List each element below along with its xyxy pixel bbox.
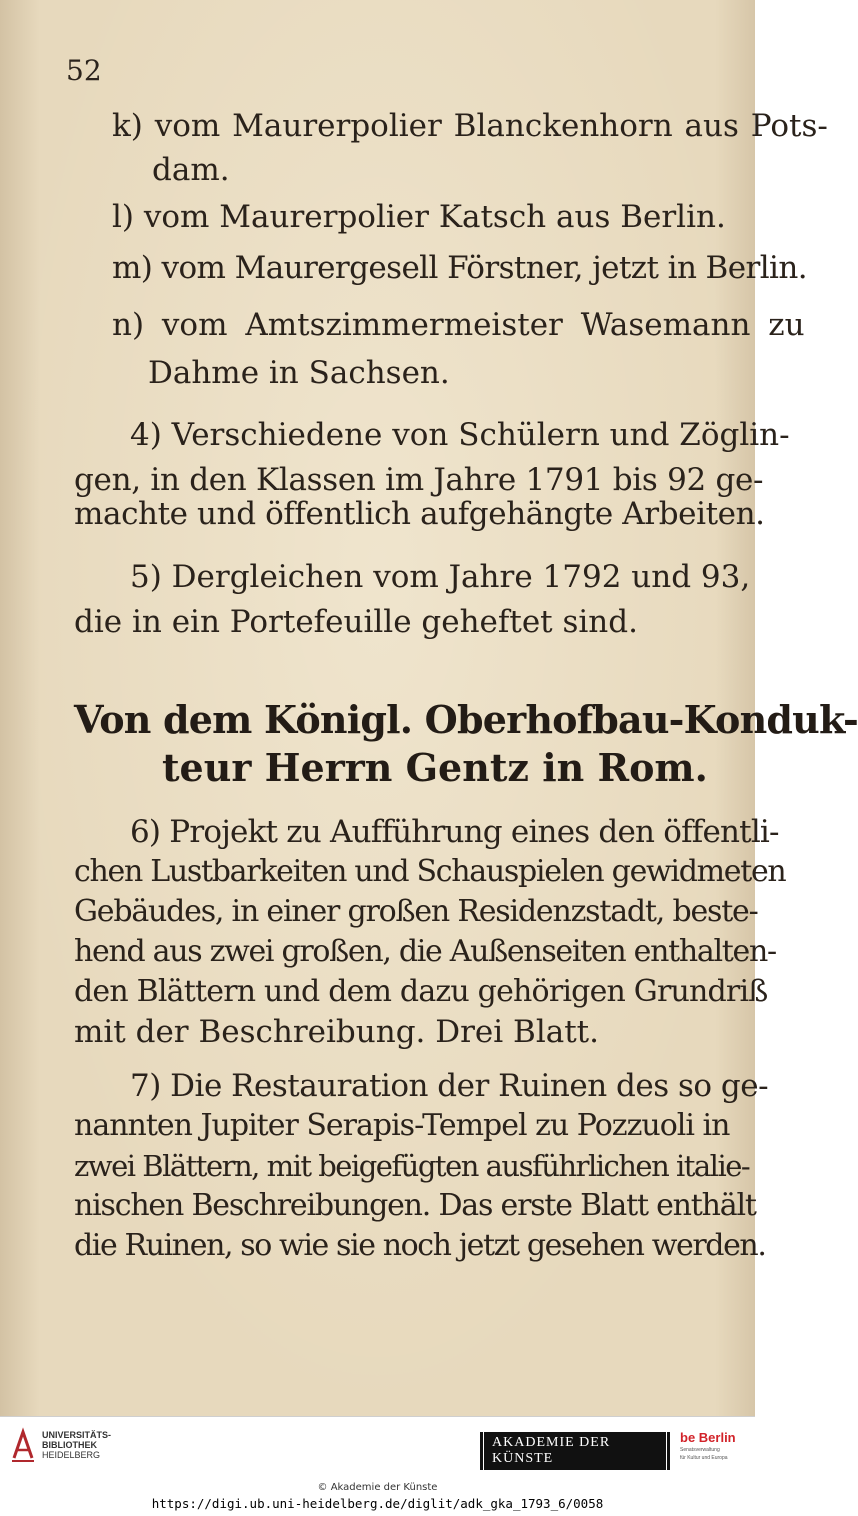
text-line: gen, in den Klassen im Jahre 1791 bis 92 ge- (74, 462, 764, 498)
adk-label: AKADEMIE DER KÜNSTE (483, 1430, 667, 1472)
library-line: UNIVERSITÄTS- (42, 1430, 112, 1440)
section-heading: Von dem Königl. Oberhofbau-Konduk- (74, 697, 858, 742)
section-heading: teur Herrn Gentz in Rom. (162, 745, 708, 790)
page-number: 52 (66, 54, 102, 87)
berlin-label: be Berlin (680, 1430, 736, 1445)
text-line: Gebäudes, in einer großen Residenzstadt, beste- (74, 894, 758, 929)
text-line: die in ein Portefeuille geheftet sind. (74, 604, 638, 640)
copyright-notice: © Akademie der Künste (317, 1482, 438, 1493)
university-library-logo-icon (10, 1428, 36, 1464)
text-line: zwei Blättern, mit beigefügten ausführlichen italie- (74, 1149, 750, 1183)
text-line: Dahme in Sachsen. (148, 355, 450, 391)
text-line: 5) Dergleichen vom Jahre 1792 und 93, (130, 559, 751, 595)
library-name (42, 1430, 111, 1460)
text-line: nannten Jupiter Serapis-Tempel zu Pozzuoli in (74, 1108, 730, 1143)
text-line: 6) Projekt zu Aufführung eines den öffentli- (130, 814, 779, 850)
berlin-sub: für Kultur und Europa (680, 1455, 728, 1461)
text-line: die Ruinen, so wie sie noch jetzt gesehen werden. (74, 1228, 766, 1263)
text-line: l) vom Maurerpolier Katsch aus Berlin. (112, 199, 726, 235)
text-line: m) vom Maurergesell Förstner, jetzt in Berlin. (112, 250, 807, 286)
text-line: 7) Die Restauration der Ruinen des so ge- (130, 1068, 769, 1104)
text-line: nischen Beschreibungen. Das erste Blatt enthält (74, 1188, 756, 1223)
library-line: HEIDELBERG (42, 1450, 101, 1460)
text-line: den Blättern und dem dazu gehörigen Grundriß (74, 974, 768, 1009)
text-line: dam. (152, 152, 230, 188)
text-line: k) vom Maurerpolier Blanckenhorn aus Pots- (112, 108, 828, 144)
text-line: hend aus zwei großen, die Außenseiten enthalten- (74, 934, 776, 969)
berlin-sub: Senatsverwaltung (680, 1447, 720, 1453)
text-line: 4) Verschiedene von Schülern und Zöglin- (130, 417, 790, 453)
library-line: BIBLIOTHEK (42, 1440, 97, 1450)
text-line: mit der Beschreibung. Drei Blatt. (74, 1014, 599, 1050)
text-line: chen Lustbarkeiten und Schauspielen gewidmeten (74, 854, 786, 889)
text-line: n) vom Amtszimmermeister Wasemann zu (112, 307, 805, 343)
berlin-senate-logo[interactable] (680, 1430, 746, 1470)
akademie-der-kuenste-logo[interactable] (480, 1432, 670, 1470)
text-line: machte und öffentlich aufgehängte Arbeiten. (74, 496, 765, 532)
permalink-url[interactable]: https://digi.ub.uni-heidelberg.de/diglit/adk_gka_1793_6/0058 (151, 1496, 604, 1511)
